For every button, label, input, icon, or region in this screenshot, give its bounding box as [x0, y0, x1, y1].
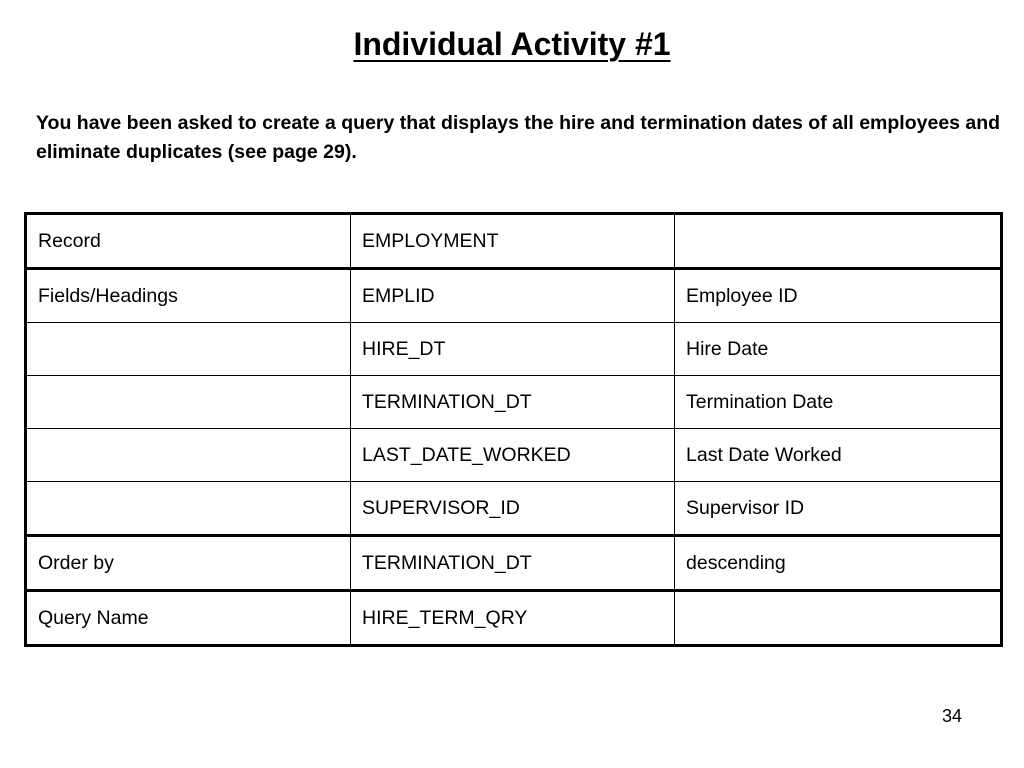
table-row-query-name — [26, 591, 1002, 646]
table-cell: HIRE_TERM_QRY — [351, 591, 675, 646]
table-cell: Employee ID — [675, 269, 1002, 323]
table-cell — [26, 482, 351, 536]
table-cell: TERMINATION_DT — [351, 536, 675, 591]
table-row-record — [26, 214, 1002, 269]
table-cell: Query Name — [26, 591, 351, 646]
table-cell: Record — [26, 214, 351, 269]
table-cell — [26, 429, 351, 482]
table-row-field — [26, 323, 1002, 376]
page-number: 34 — [941, 706, 962, 726]
table-row-field — [26, 269, 1002, 323]
table-row-field — [26, 482, 1002, 536]
table-cell: Termination Date — [675, 376, 1002, 429]
table-cell: SUPERVISOR_ID — [351, 482, 675, 536]
table-cell: EMPLID — [351, 269, 675, 323]
slide-title: Individual Activity #1 — [353, 26, 671, 62]
query-spec-table — [24, 212, 1003, 647]
table-cell: Supervisor ID — [675, 482, 1002, 536]
table-cell: descending — [675, 536, 1002, 591]
table-cell: LAST_DATE_WORKED — [351, 429, 675, 482]
table-cell — [675, 591, 1002, 646]
table-cell — [26, 323, 351, 376]
table-cell: Order by — [26, 536, 351, 591]
table-cell — [675, 214, 1002, 269]
table-cell: EMPLOYMENT — [351, 214, 675, 269]
table-cell: HIRE_DT — [351, 323, 675, 376]
table-cell: Fields/Headings — [26, 269, 351, 323]
table-row-order-by — [26, 536, 1002, 591]
table-cell — [26, 376, 351, 429]
table-cell: Hire Date — [675, 323, 1002, 376]
table-row-field — [26, 376, 1002, 429]
table-cell: TERMINATION_DT — [351, 376, 675, 429]
table-row-field — [26, 429, 1002, 482]
table-cell: Last Date Worked — [675, 429, 1002, 482]
instructions-text: You have been asked to create a query that displays the hire and termination dates of all employees and eliminate duplicates (see page 29). — [36, 112, 1001, 163]
